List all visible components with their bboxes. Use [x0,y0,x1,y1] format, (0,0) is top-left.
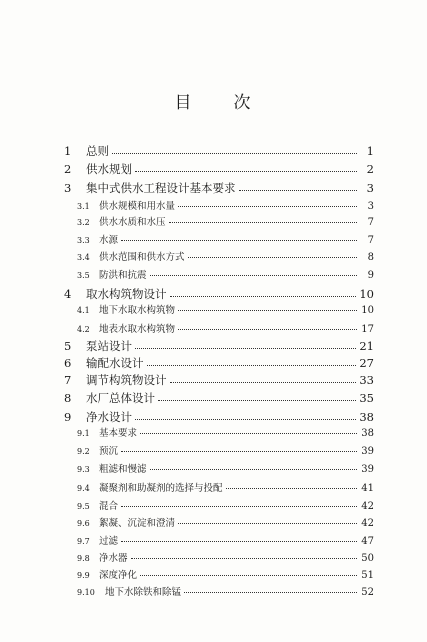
toc-entry-title: 防洪和抗震 [99,270,147,281]
toc-entry-title: 水源 [99,235,119,246]
toc-leader-dots [121,503,357,507]
toc-entry [64,409,374,425]
toc-entry-page: 9 [367,270,374,281]
toc-entry-page: 3 [366,181,374,195]
toc-entry-number: 3.4 [77,253,90,262]
toc-entry [77,550,374,564]
toc-entry-title: 供水范围和供水方式 [99,252,185,263]
toc-entry-number: 3 [64,181,72,195]
toc-entry-number: 9 [64,410,72,424]
toc-entry [64,355,374,371]
toc-entry [77,480,374,494]
toc-leader-dots [140,430,357,434]
toc-entry-page: 47 [361,536,374,547]
toc-entry-title: 供水规划 [86,162,132,176]
toc-entry [77,584,374,598]
toc-entry-title: 净水设计 [86,410,132,424]
toc-entry-title: 供水规模和用水量 [99,201,176,212]
toc-leader-dots [226,485,357,489]
toc-leader-dots [178,203,357,207]
toc-entry [77,533,374,547]
toc-leader-dots [112,148,357,153]
toc-entry-title: 深度净化 [99,570,138,581]
toc-entry-number: 3.5 [77,271,90,280]
toc-leader-dots [140,572,357,576]
toc-entry-page: 39 [361,446,374,457]
toc-entry-page: 17 [361,324,374,335]
toc-entry-page: 1 [366,144,374,158]
toc-entry-title: 地下水除铁和除锰 [105,587,182,598]
toc-leader-dots [170,291,357,296]
toc-entry-title: 调节构筑物设计 [86,373,167,387]
toc-entry-number: 9.3 [77,465,90,474]
toc-entry-number: 3.2 [77,218,90,227]
toc-leader-dots [184,589,357,593]
toc-entry [64,390,374,406]
toc-entry-title: 过滤 [99,536,119,547]
toc-entry-number: 9.8 [77,554,90,563]
toc-leader-dots [239,185,358,190]
toc-entry [77,567,374,581]
toc-entry-title: 凝聚剂和助凝剂的选择与投配 [99,483,223,494]
toc-entry [77,443,374,457]
toc-entry-number: 2 [64,162,72,176]
toc-leader-dots [135,414,356,419]
toc-entry-page: 38 [359,410,374,424]
toc-entry [77,198,374,212]
toc-entry-number: 4 [64,287,72,301]
toc-entry-title: 基本要求 [99,428,138,439]
toc-entry-number: 4.1 [77,306,90,315]
toc-entry-number: 3.3 [77,236,90,245]
toc-entry [64,286,374,302]
toc-leader-dots [178,307,357,311]
toc-entry-number: 9.7 [77,537,90,546]
toc-entry-title: 总则 [86,144,109,158]
toc-leader-dots [158,395,356,400]
toc-entry [77,214,374,228]
toc-entry-number: 9.6 [77,519,90,528]
toc-entry-page: 51 [361,570,374,581]
toc-entry-number: 1 [64,144,72,158]
toc-entry-page: 41 [361,483,374,494]
toc-entry-number: 5 [64,339,72,353]
toc-entry [77,461,374,475]
toc-leader-dots [121,448,357,452]
toc-entry [77,498,374,512]
toc-entry-number: 9.9 [77,571,90,580]
toc-entry-title: 地下水取水构筑物 [99,305,176,316]
toc-entry [77,302,374,316]
toc-entry-title: 水厂总体设计 [86,391,155,405]
toc-entry-number: 6 [64,356,72,370]
toc-entry-page: 42 [361,501,374,512]
toc-entry-number: 8 [64,391,72,405]
toc-entry-page: 52 [361,587,374,598]
toc-entry-number: 9.2 [77,447,90,456]
toc-entry-number: 7 [64,373,72,387]
toc-leader-dots [135,343,356,348]
toc-title-right: 次 [233,93,253,113]
toc-entry-page: 39 [361,464,374,475]
toc-entry-number: 3.1 [77,202,90,211]
toc-entry-number: 9.5 [77,502,90,511]
toc-entry-page: 21 [359,339,374,353]
toc-entry [64,180,374,196]
toc-entry-page: 10 [359,287,374,301]
toc-entry-number: 4.2 [77,325,90,334]
toc-entry-page: 42 [361,518,374,529]
toc-entry-number: 9.1 [77,429,90,438]
toc-entry-page: 33 [359,373,374,387]
toc-title [0,88,427,113]
toc-leader-dots [178,520,357,524]
toc-entry-page: 10 [361,305,374,316]
toc-entry-page: 2 [366,162,374,176]
toc-title-left: 目 [174,93,194,113]
toc-entry-title: 输配水设计 [86,356,144,370]
toc-entry [77,425,374,439]
toc-entry-page: 3 [367,201,374,212]
toc-leader-dots [121,538,357,542]
toc-entry-title: 粗滤和慢滤 [99,464,147,475]
toc-leader-dots [135,166,357,171]
toc-entry-page: 8 [367,252,374,263]
toc-entry [77,321,374,335]
toc-entry [77,249,374,263]
toc-entry-page: 35 [359,391,374,405]
toc-leader-dots [150,466,357,470]
toc-entry-title: 取水构筑物设计 [86,287,167,301]
toc-entry-page: 7 [367,217,374,228]
toc-entry [77,232,374,246]
toc-leader-dots [170,377,357,382]
toc-entry-title: 供水水质和水压 [99,217,166,228]
toc-entry-title: 混合 [99,501,119,512]
toc-entry [64,143,374,159]
toc-entry [64,338,374,354]
toc-entry-number: 9.4 [77,484,90,493]
toc-entry-title: 泵站设计 [86,339,132,353]
toc-entry-title: 絮凝、沉淀和澄清 [99,518,176,529]
toc-entry-page: 50 [361,553,374,564]
toc-entry [64,372,374,388]
toc-entry [77,267,374,281]
toc-entry [77,515,374,529]
toc-leader-dots [121,237,357,241]
toc-entry-title: 地表水取水构筑物 [99,324,176,335]
toc-entry-number: 9.10 [77,588,95,597]
toc-entry [64,161,374,177]
toc-entry-page: 27 [359,356,374,370]
toc-entry-title: 净水器 [99,553,128,564]
toc-leader-dots [131,555,357,559]
toc-entry-page: 38 [361,428,374,439]
toc-leader-dots [188,254,357,258]
toc-leader-dots [178,326,357,330]
toc-leader-dots [169,219,357,223]
toc-entry-page: 7 [367,235,374,246]
toc-leader-dots [150,272,357,276]
toc-entry-title: 预沉 [99,446,119,457]
toc-entry-title: 集中式供水工程设计基本要求 [86,181,236,195]
toc-leader-dots [147,360,357,365]
